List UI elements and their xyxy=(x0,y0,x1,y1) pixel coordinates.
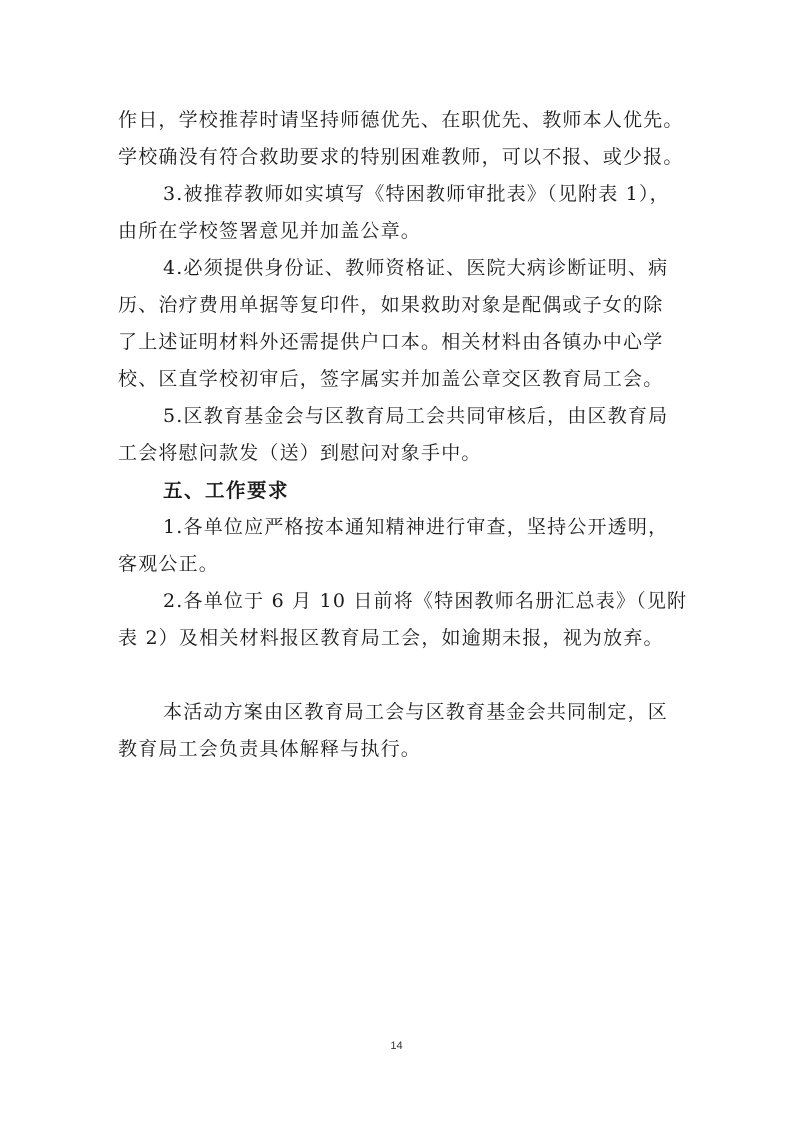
page-number: 14 xyxy=(390,1040,403,1052)
body-line: 历、治疗费用单据等复印件，如果救助对象是配偶或子女的除 xyxy=(118,294,664,316)
requirement-1-line: 1.各单位应严格按本通知精神进行审查，坚持公开透明， xyxy=(163,516,669,538)
item-5-line: 5.区教育基金会与区教育局工会共同审核后，由区教育局 xyxy=(163,405,669,427)
body-line: 教育局工会负责具体解释与执行。 xyxy=(118,738,422,760)
document-body xyxy=(118,102,698,768)
body-line: 校、区直学校初审后，签字属实并加盖公章交区教育局工会。 xyxy=(118,368,664,390)
requirement-2-line: 2.各单位于 6 月 10 日前将《特困教师名册汇总表》（见附 xyxy=(163,590,688,612)
body-line: 表 2）及相关材料报区教育局工会，如逾期未报，视为放弃。 xyxy=(118,627,664,649)
item-4-line: 4.必须提供身份证、教师资格证、医院大病诊断证明、病 xyxy=(163,257,669,279)
body-line: 作日，学校推荐时请坚持师德优先、在职优先、教师本人优先。 xyxy=(118,109,684,131)
paragraph-gap xyxy=(118,657,698,694)
body-line: 学校确没有符合救助要求的特别困难教师，可以不报、或少报。 xyxy=(118,146,684,168)
closing-line: 本活动方案由区教育局工会与区教育基金会共同制定，区 xyxy=(163,701,669,723)
body-line: 客观公正。 xyxy=(118,553,220,575)
body-line: 了上述证明材料外还需提供户口本。相关材料由各镇办中心学 xyxy=(118,331,664,353)
body-line: 工会将慰问款发（送）到慰问对象手中。 xyxy=(118,442,482,464)
item-3-line: 3.被推荐教师如实填写《特困教师审批表》（见附表 1）， xyxy=(163,183,670,205)
body-line: 由所在学校签署意见并加盖公章。 xyxy=(118,220,422,242)
section-heading: 五、工作要求 xyxy=(163,479,290,502)
